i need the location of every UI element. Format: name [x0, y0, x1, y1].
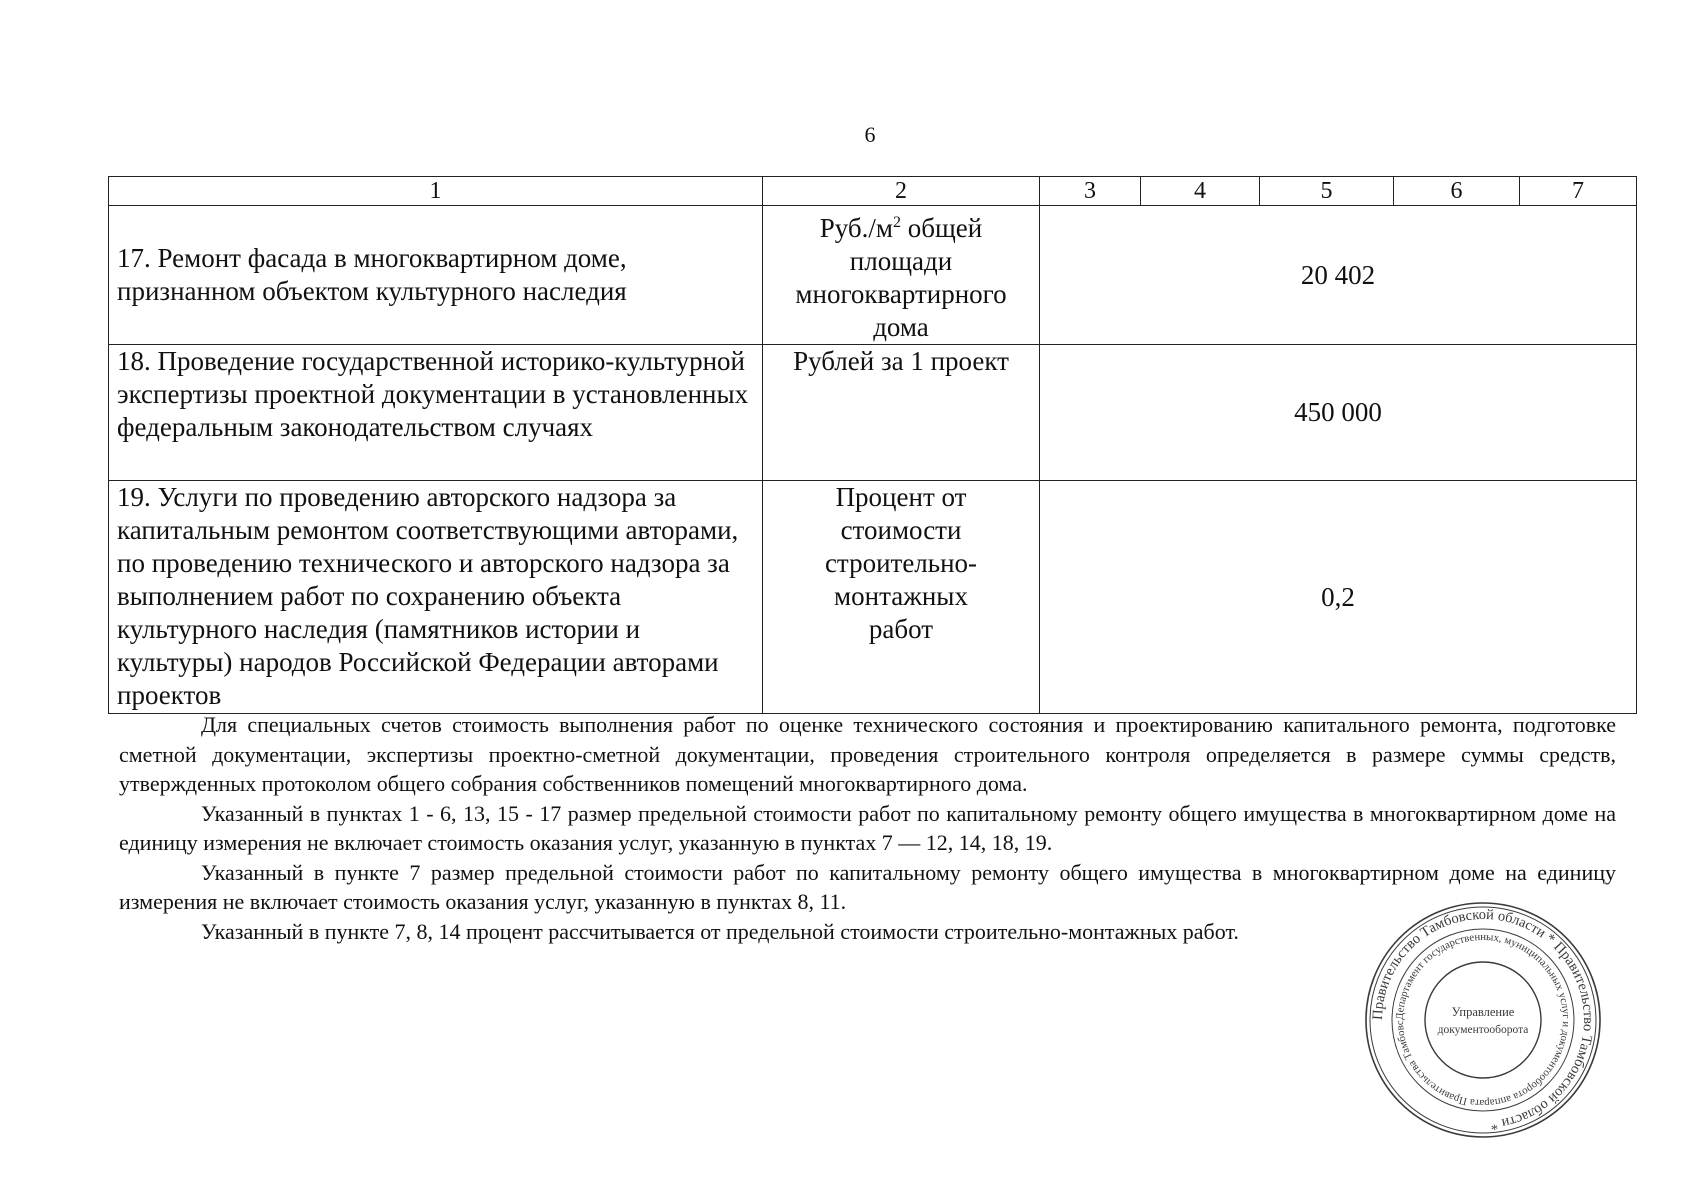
table-row	[109, 206, 1637, 345]
stamp-center-line2: документооборота	[1437, 1024, 1529, 1036]
note-paragraph: Указанный в пунктах 1 - 6, 13, 15 - 17 размер предельной стоимости работ по капитальному ремонту общего имущества в многоквартирном доме на единицу измерения не включает стоимость оказания услуг, указанную в пунктах 7 — 12, 14, 18, 19.	[119, 800, 1616, 855]
cost-value: 20 402	[1040, 206, 1637, 345]
norms-table	[108, 176, 1637, 714]
column-number-3: 3	[1040, 177, 1141, 206]
cost-value: 450 000	[1040, 345, 1637, 481]
note-paragraph: Для специальных счетов стоимость выполнения работ по оценке технического состояния и проектированию капитального ремонта, подготовке сметной документации, экспертизы проектно-сметной документации, проведения строительного контроля определяется в размере суммы средств, утвержденных протоколом общего собрания собственников помещений многоквартирного дома.	[119, 712, 1616, 796]
unit-of-measure	[763, 206, 1040, 345]
work-description: 19. Услуги по проведению авторского надзора за капитальным ремонтом соответствующими авторами, по проведению технического и авторского надзора за выполнением работ по сохранению объекта культурного наследия (памятников истории и культуры) народов Российской Федерации авторами проектов	[109, 481, 763, 714]
stamp-middle-ring: Департамент государственных, муниципальных услуг и документооборота аппарата Правительства Тамбовс	[1393, 930, 1573, 1110]
unit-of-measure: Рублей за 1 проект	[763, 345, 1040, 481]
column-number-1: 1	[109, 177, 763, 206]
unit-of-measure: Процент от стоимости строительно-монтажных работ	[763, 481, 1040, 714]
note-paragraph: Указанный в пункте 7, 8, 14 процент рассчитывается от предельной стоимости строительно-монтажных работ.	[201, 918, 1239, 944]
table-row	[109, 481, 1637, 714]
unit-text-rest: общей площади многоквартирного дома	[795, 213, 1007, 342]
stamp-seal-icon	[1363, 900, 1603, 1140]
work-description: 17. Ремонт фасада в многоквартирном доме, признанном объектом культурного наследия	[109, 206, 763, 345]
note-paragraph: Указанный в пункте 7 размер предельной стоимости работ по капитальному ремонту общего имущества в многоквартирном доме на единицу измерения не включает стоимость оказания услуг, указанную в пунктах 8, 11.	[119, 859, 1616, 914]
unit-superscript: 2	[893, 214, 902, 231]
column-number-2: 2	[763, 177, 1040, 206]
work-description: 18. Проведение государственной историко-культурной экспертизы проектной документации в установленных федеральным законодательством случаях	[109, 345, 763, 481]
column-number-6: 6	[1394, 177, 1520, 206]
stamp-outer-ring: Правительство Тамбовской области * Правительство Тамбовской области *	[1369, 906, 1597, 1133]
table-header-row	[109, 177, 1637, 206]
column-number-7: 7	[1520, 177, 1637, 206]
cost-value: 0,2	[1040, 481, 1637, 714]
table-row	[109, 345, 1637, 481]
stamp-center-line1: Управление	[1451, 1005, 1515, 1019]
unit-text: Руб./м	[819, 213, 894, 243]
page-number: 6	[864, 122, 876, 147]
column-number-4: 4	[1141, 177, 1260, 206]
official-stamp	[1363, 900, 1603, 1140]
column-number-5: 5	[1260, 177, 1394, 206]
